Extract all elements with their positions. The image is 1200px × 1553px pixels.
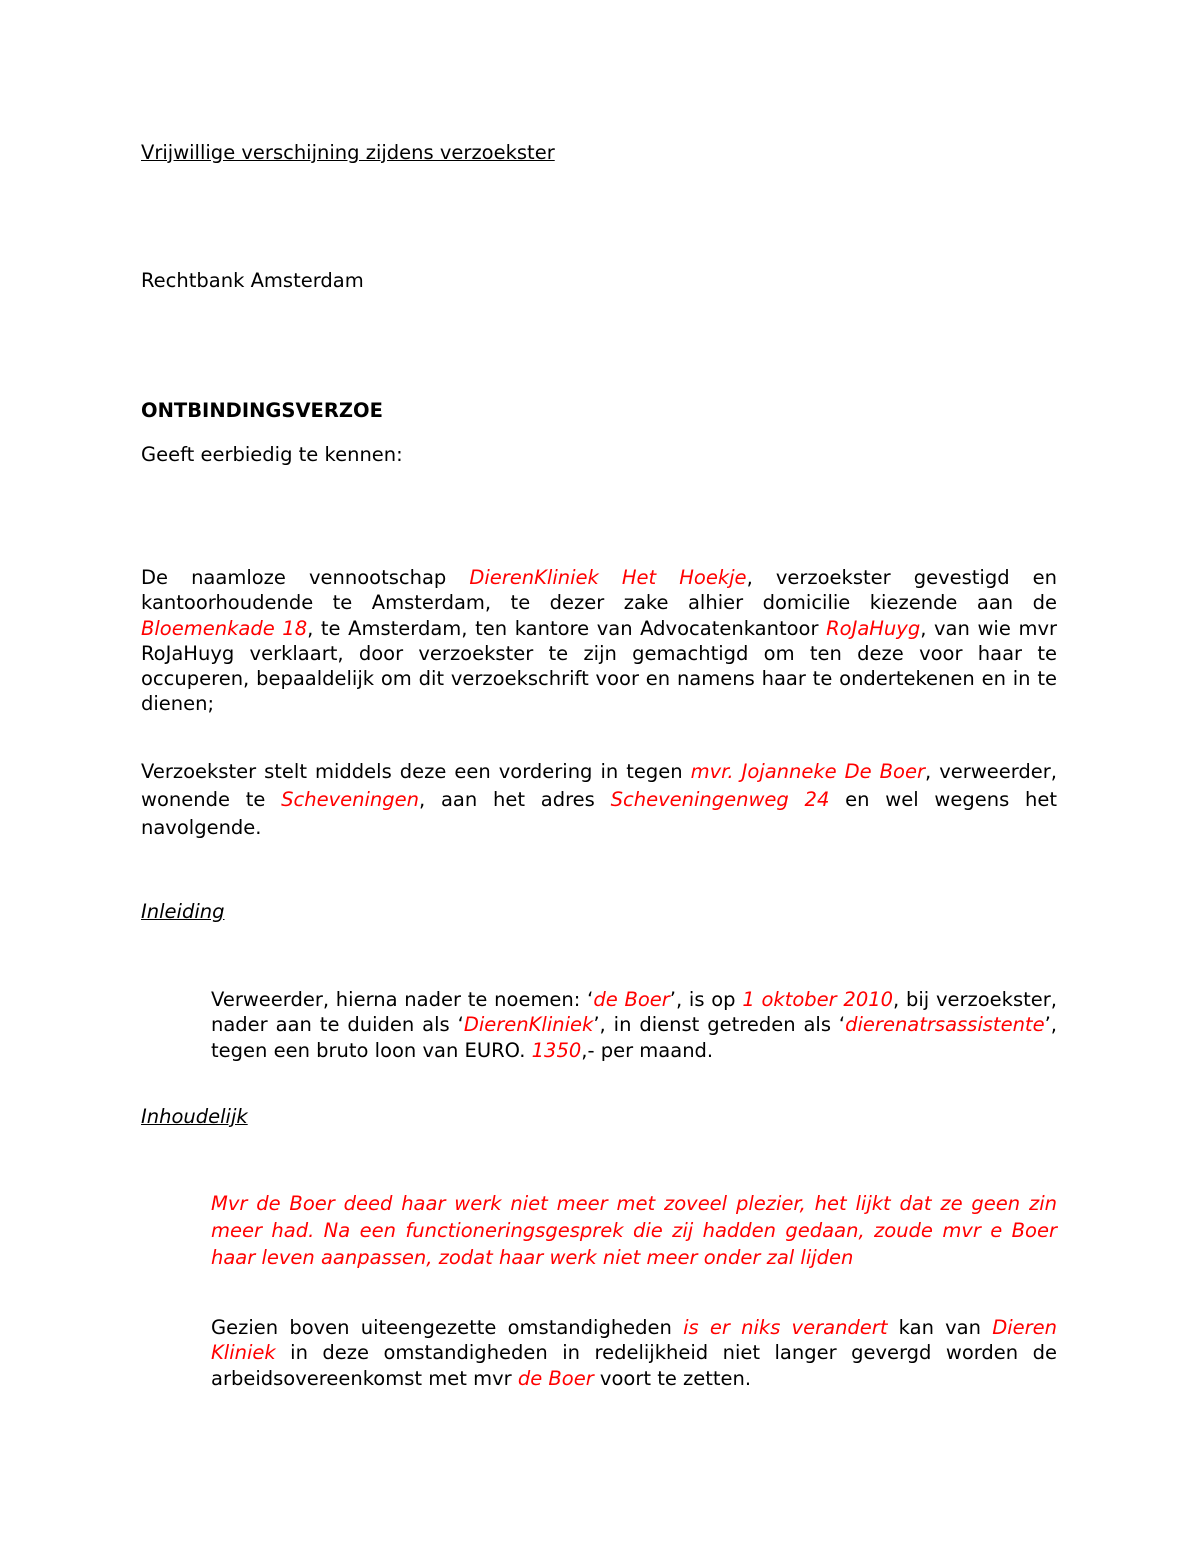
- text-run: ’, in dienst getreden als ‘: [593, 1013, 846, 1037]
- text-run: Verzoekster stelt middels deze een vordering in tegen: [141, 760, 691, 783]
- highlight-run: Scheveningen: [281, 788, 420, 811]
- text-run: , bij verzoekster, nader aan te duiden als ‘: [211, 988, 1057, 1037]
- text-run: voort te zetten.: [593, 1366, 752, 1390]
- highlight-run: mvr. Jojanneke De Boer: [690, 760, 926, 783]
- text-run: , verweerder, wonende te: [141, 760, 1057, 811]
- text-run: in deze omstandigheden in redelijkheid niet langer gevergd worden de arbeidsovereenkomst met mvr: [211, 1341, 1057, 1390]
- highlight-run: de Boer: [517, 1366, 594, 1390]
- highlight-run: de Boer: [593, 988, 670, 1011]
- highlight-run: DierenKliniek Het Hoekje: [469, 566, 747, 589]
- paragraph-claim: [141, 758, 1057, 842]
- highlight-run: 1350: [531, 1038, 582, 1062]
- highlight-run: Dieren Kliniek: [211, 1316, 1058, 1365]
- section-heading-inleiding: Inleiding: [141, 900, 225, 923]
- highlight-run: RoJaHuyg: [826, 616, 921, 640]
- highlight-run: 1 oktober 2010: [742, 988, 894, 1011]
- request-heading: ONTBINDINGSVERZOE: [141, 399, 383, 422]
- text-run: Gezien boven uiteengezette omstandigheden: [211, 1316, 684, 1339]
- highlight-run: Bloemenkade 18: [141, 616, 308, 640]
- intro-line: Geeft eerbiedig te kennen:: [141, 443, 403, 466]
- paragraph-introduction: [211, 987, 1057, 1063]
- text-run: kan van: [887, 1316, 993, 1339]
- text-run: ’, is op: [669, 988, 743, 1011]
- highlight-run: dierenatrsassistente: [845, 1013, 1045, 1037]
- text-run: ,- per maand.: [581, 1038, 714, 1062]
- document-title: Vrijwillige verschijning zijdens verzoekster: [141, 141, 555, 164]
- court-name: Rechtbank Amsterdam: [141, 269, 364, 292]
- text-run: De naamloze vennootschap: [141, 566, 470, 589]
- highlight-run: is er niks verandert: [683, 1316, 888, 1339]
- text-run: , van wie mvr RoJaHuyg verklaart, door verzoekster te zijn gemachtigd om ten deze voor haar te occuperen, bepaaldelijk om dit verzoekschrift voor en namens haar te ondertekenen en in te dienen;: [141, 616, 1057, 716]
- text-run: , verzoekster gevestigd en kantoorhoudende te Amsterdam, te dezer zake alhier domicilie kiezende aan de: [141, 566, 1057, 615]
- highlight-run: DierenKliniek: [463, 1013, 594, 1037]
- text-run: , te Amsterdam, ten kantore van Advocatenkantoor: [307, 616, 827, 640]
- text-run: , aan het adres: [419, 788, 611, 811]
- text-run: Verweerder, hierna nader te noemen: ‘: [211, 988, 594, 1011]
- paragraph-content-statement: Mvr de Boer deed haar werk niet meer met zoveel plezier, het lijkt dat ze geen zin meer had. Na een functioneringsgesprek die zij hadden gedaan, zoude mvr e Boer haar leven aanpassen, zodat haar werk niet meer onder zal lijden: [211, 1192, 1057, 1269]
- paragraph-conclusion: [211, 1315, 1057, 1391]
- highlight-run: Scheveningenweg 24: [610, 788, 830, 811]
- text-run: ’, tegen een bruto loon van EURO.: [211, 1013, 1057, 1062]
- section-heading-inhoudelijk: Inhoudelijk: [141, 1105, 248, 1128]
- paragraph-parties: [141, 565, 1057, 717]
- text-run: en wel wegens het navolgende.: [141, 788, 1057, 839]
